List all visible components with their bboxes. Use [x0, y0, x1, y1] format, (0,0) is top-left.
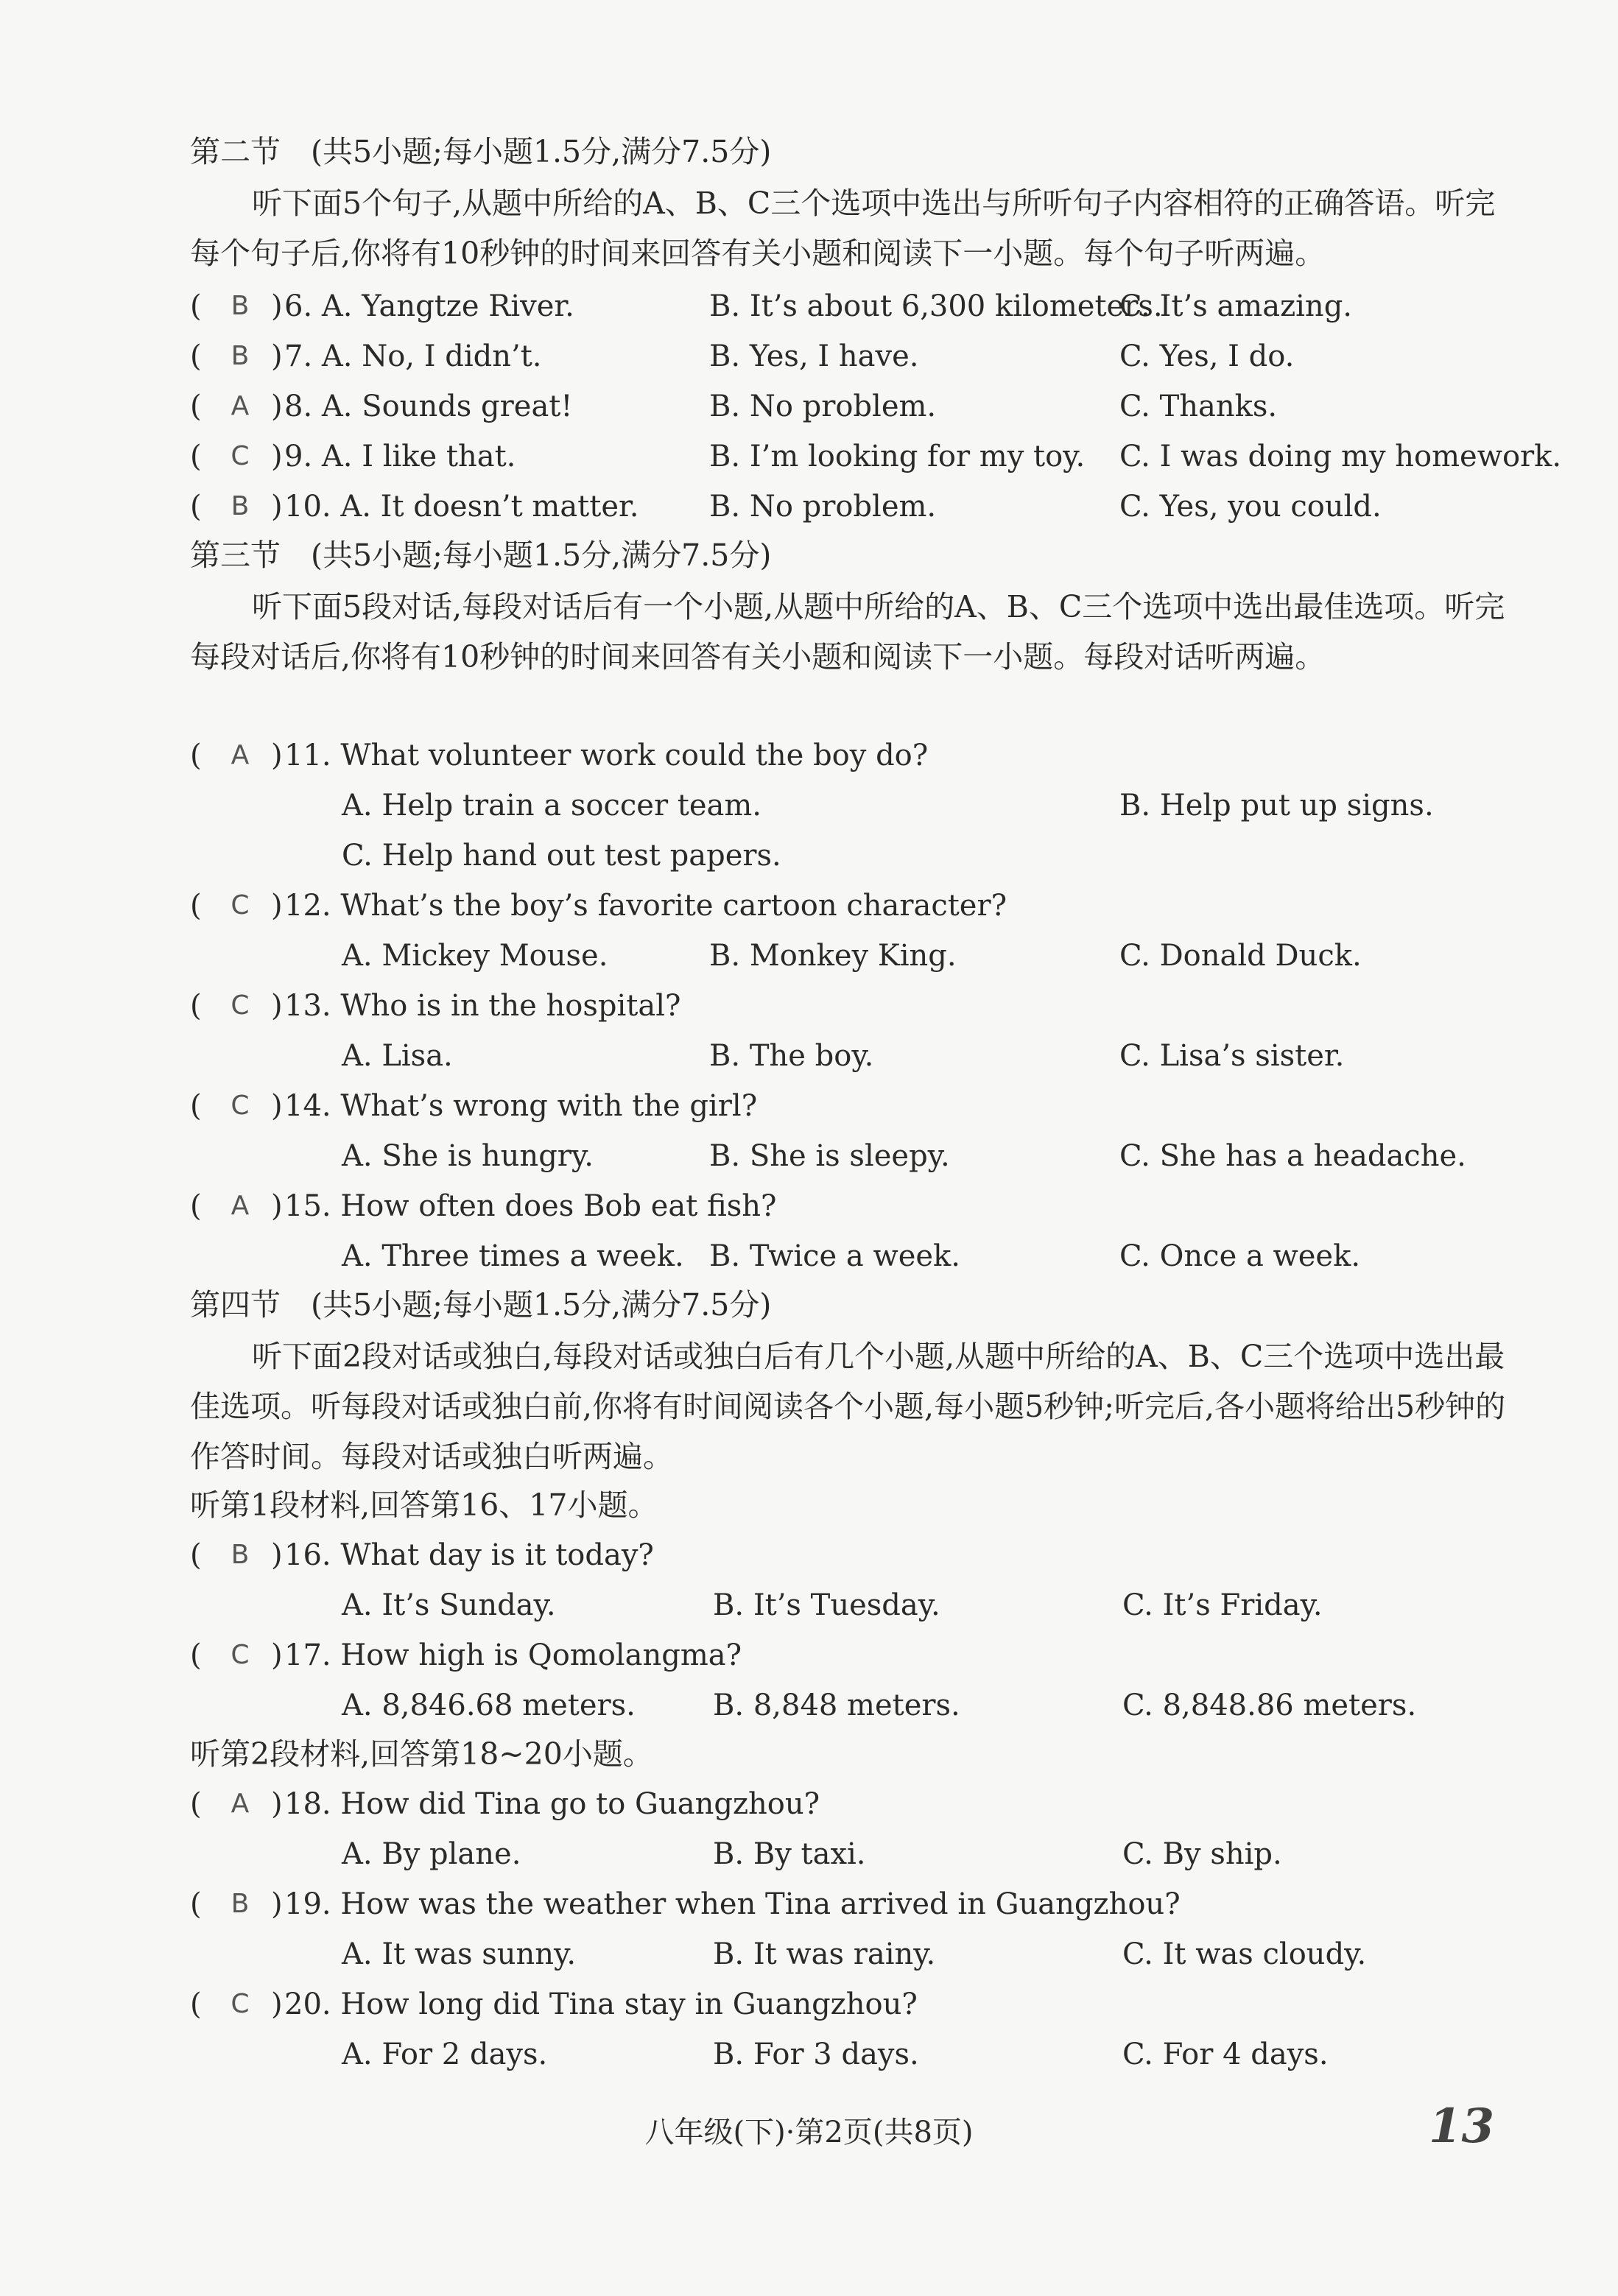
option-b: B. The boy.	[709, 1039, 874, 1073]
answer-mark: C	[231, 1989, 250, 2019]
option-c: C. For 4 days.	[1122, 2038, 1329, 2071]
question-11-options-2	[190, 835, 1530, 876]
answer-mark: B	[231, 1889, 250, 1919]
question-stem: 9. A. I like that.	[284, 440, 516, 473]
option-b: B. Yes, I have.	[709, 339, 919, 373]
section-3-title: 第三节 (共5小题;每小题1.5分,满分7.5分)	[190, 538, 772, 573]
option-b: B. Monkey King.	[709, 939, 957, 973]
option-a: A. It’s Sunday.	[342, 1588, 556, 1622]
question-15: ( A ) 15. How often does Bob eat fish?	[190, 1186, 1530, 1227]
option-a: A. Lisa.	[342, 1039, 453, 1073]
question-stem: 16. What day is it today?	[284, 1538, 654, 1572]
answer-mark: C	[231, 990, 250, 1021]
question-19-options	[190, 1934, 1530, 1975]
question-17: ( C ) 17. How high is Qomolangma?	[190, 1635, 1530, 1676]
question-stem: 12. What’s the boy’s favorite cartoon character?	[284, 889, 1007, 923]
answer-mark: B	[231, 291, 250, 321]
option-a: A. 8,846.68 meters.	[342, 1688, 636, 1722]
option-a: A. Help train a soccer team.	[342, 789, 762, 823]
section-4-instructions: 听下面2段对话或独白,每段对话或独白后有几个小题,从题中所给的A、B、C三个选项中选出最佳选项。听每段对话或独白前,你将有时间阅读各个小题,每小题5秒钟;听完后,各小题将给出5秒钟的作答时间。每段对话或独白听两遍。	[190, 1339, 1506, 1474]
question-16: ( B ) 16. What day is it today?	[190, 1535, 1530, 1576]
question-14-options	[190, 1135, 1530, 1177]
option-c: C. She has a headache.	[1119, 1139, 1466, 1173]
option-c: C. I was doing my homework.	[1119, 440, 1562, 473]
question-16-options	[190, 1585, 1530, 1626]
question-9: ( C ) 9. A. I like that. B. I’m looking for my toy. C. I was doing my homework.	[190, 436, 1530, 477]
question-6: ( B ) 6. A. Yangtze River. B. It’s about 6,300 kilometers. C. It’s amazing.	[190, 286, 1530, 327]
page-footer: 八年级(下)·第2页(共8页)	[644, 2116, 974, 2149]
option-c: C. It’s Friday.	[1122, 1588, 1323, 1622]
answer-mark: C	[231, 441, 250, 471]
question-15-options	[190, 1236, 1530, 1277]
question-stem: 11. What volunteer work could the boy do?	[284, 739, 929, 772]
question-stem: 8. A. Sounds great!	[284, 390, 573, 423]
option-c: C. Donald Duck.	[1119, 939, 1362, 973]
option-b: B. I’m looking for my toy.	[709, 440, 1086, 473]
question-stem: 15. How often does Bob eat fish?	[284, 1189, 777, 1223]
option-b: B. She is sleepy.	[709, 1139, 950, 1173]
question-20: ( C ) 20. How long did Tina stay in Guangzhou?	[190, 1984, 1530, 2025]
question-12: ( C ) 12. What’s the boy’s favorite cartoon character?	[190, 885, 1530, 926]
answer-mark: A	[231, 1789, 250, 1819]
option-b: B. Twice a week.	[709, 1239, 960, 1273]
material-2-heading: 听第2段材料,回答第18~20小题。	[190, 1736, 653, 1772]
option-c: C. Thanks.	[1119, 390, 1278, 423]
question-stem: 19. How was the weather when Tina arrived in Guangzhou?	[284, 1887, 1181, 1921]
section-2-instructions: 听下面5个句子,从题中所给的A、B、C三个选项中选出与所听句子内容相符的正确答语。听完每个句子后,你将有10秒钟的时间来回答有关小题和阅读下一小题。每个句子听两遍。	[190, 186, 1496, 271]
option-c: C. Yes, I do.	[1119, 339, 1295, 373]
question-stem: 10. A. It doesn’t matter.	[284, 490, 639, 524]
option-b: B. By taxi.	[713, 1837, 866, 1871]
question-stem: 13. Who is in the hospital?	[284, 989, 681, 1023]
option-c: C. By ship.	[1122, 1837, 1282, 1871]
option-a: A. Mickey Mouse.	[342, 939, 608, 973]
answer-mark: C	[231, 890, 250, 920]
option-a: A. She is hungry.	[342, 1139, 594, 1173]
answer-mark: A	[231, 1191, 250, 1221]
section-4-title: 第四节 (共5小题;每小题1.5分,满分7.5分)	[190, 1287, 772, 1323]
question-12-options	[190, 935, 1530, 976]
option-c: C. 8,848.86 meters.	[1122, 1688, 1417, 1722]
option-b: B. No problem.	[709, 490, 937, 524]
question-stem: 7. A. No, I didn’t.	[284, 339, 542, 373]
question-stem: 17. How high is Qomolangma?	[284, 1638, 742, 1672]
question-13-options	[190, 1035, 1530, 1077]
page-number: 13	[1429, 2099, 1495, 2154]
question-19: ( B ) 19. How was the weather when Tina arrived in Guangzhou?	[190, 1884, 1530, 1925]
answer-mark: A	[231, 740, 250, 770]
question-13: ( C ) 13. Who is in the hospital?	[190, 985, 1530, 1026]
question-11-options	[190, 785, 1530, 826]
option-b: B. It’s about 6,300 kilometers.	[709, 289, 1163, 323]
option-c: C. It’s amazing.	[1119, 289, 1353, 323]
answer-mark: B	[231, 1540, 250, 1570]
answer-mark: B	[231, 491, 250, 521]
option-c: C. Once a week.	[1119, 1239, 1361, 1273]
option-c: C. Lisa’s sister.	[1119, 1039, 1345, 1073]
question-stem: 14. What’s wrong with the girl?	[284, 1089, 758, 1123]
option-b: B. For 3 days.	[713, 2038, 919, 2071]
question-7: ( B ) 7. A. No, I didn’t. B. Yes, I have. C. Yes, I do.	[190, 336, 1530, 377]
question-17-options	[190, 1685, 1530, 1726]
option-c: C. Help hand out test papers.	[342, 839, 781, 873]
answer-mark: C	[231, 1091, 250, 1121]
question-stem: 6. A. Yangtze River.	[284, 289, 574, 323]
option-a: A. By plane.	[342, 1837, 521, 1871]
option-b: B. Help put up signs.	[1119, 789, 1434, 823]
option-b: B. No problem.	[709, 390, 937, 423]
question-20-options	[190, 2034, 1530, 2075]
option-a: A. For 2 days.	[342, 2038, 548, 2071]
question-stem: 18. How did Tina go to Guangzhou?	[284, 1787, 820, 1821]
option-b: B. It was rainy.	[713, 1937, 936, 1971]
answer-mark: C	[231, 1640, 250, 1670]
question-11: ( A ) 11. What volunteer work could the boy do?	[190, 735, 1530, 776]
material-1-heading: 听第1段材料,回答第16、17小题。	[190, 1487, 658, 1523]
answer-mark: B	[231, 341, 250, 371]
question-14: ( C ) 14. What’s wrong with the girl?	[190, 1085, 1530, 1127]
option-a: A. Three times a week.	[342, 1239, 684, 1273]
question-8: ( A ) 8. A. Sounds great! B. No problem. C. Thanks.	[190, 386, 1530, 427]
question-18: ( A ) 18. How did Tina go to Guangzhou?	[190, 1783, 1530, 1825]
question-10: ( B ) 10. A. It doesn’t matter. B. No problem. C. Yes, you could.	[190, 486, 1530, 527]
section-2-title: 第二节 (共5小题;每小题1.5分,满分7.5分)	[190, 134, 772, 169]
question-stem: 20. How long did Tina stay in Guangzhou?	[284, 1987, 918, 2021]
option-b: B. 8,848 meters.	[713, 1688, 960, 1722]
option-b: B. It’s Tuesday.	[713, 1588, 940, 1622]
option-c: C. Yes, you could.	[1119, 490, 1382, 524]
option-a: A. It was sunny.	[342, 1937, 577, 1971]
question-18-options	[190, 1834, 1530, 1875]
section-3-instructions: 听下面5段对话,每段对话后有一个小题,从题中所给的A、B、C三个选项中选出最佳选项。听完每段对话后,你将有10秒钟的时间来回答有关小题和阅读下一小题。每段对话听两遍。	[190, 589, 1505, 675]
answer-mark: A	[231, 391, 250, 421]
option-c: C. It was cloudy.	[1122, 1937, 1367, 1971]
